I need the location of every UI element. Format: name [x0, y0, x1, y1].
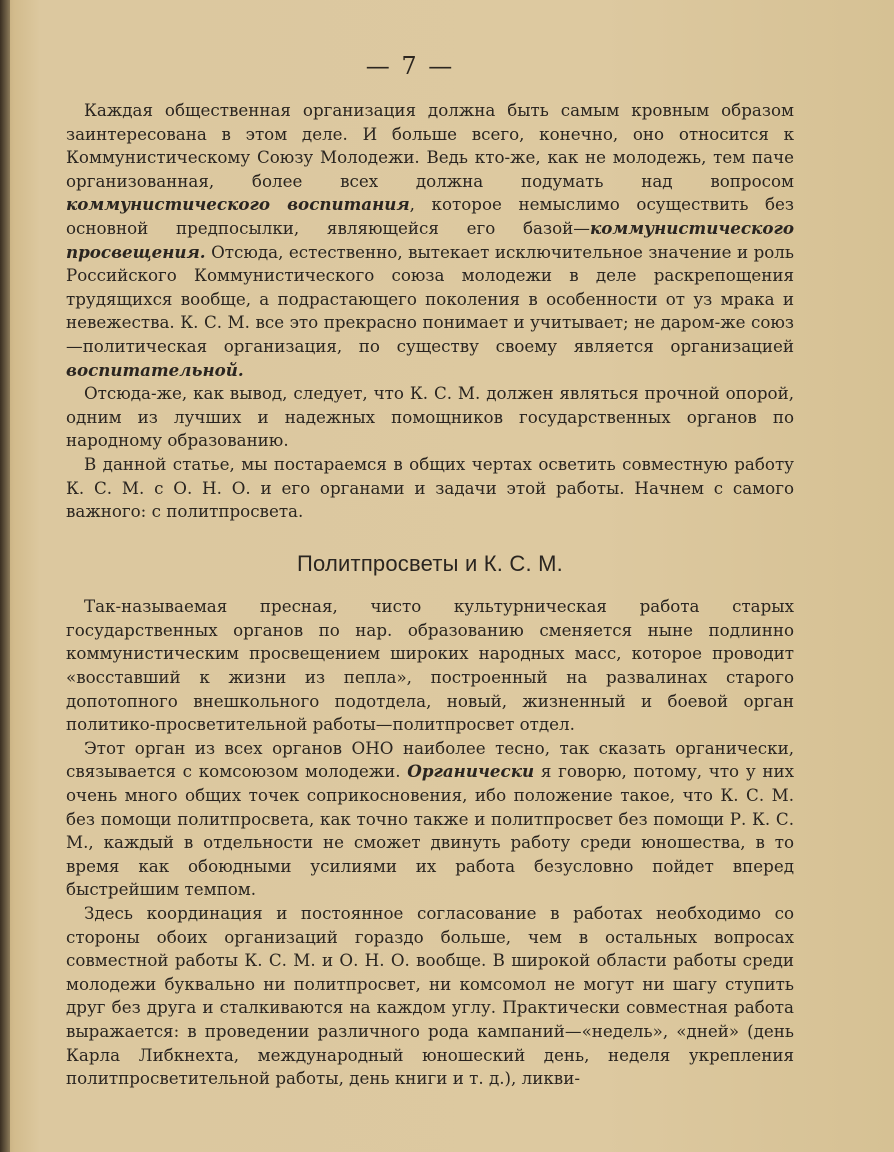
- section-heading: Политпросветы и К. С. М.: [297, 550, 563, 576]
- emphasis-text: коммунистического просвещения.: [66, 217, 794, 262]
- text-run: Отсюда, естественно, вытекает исключительное значение и роль Российского Коммунистического союза молодежи в деле раскрепощения трудящихся вообще, а подрастающего поколения в особенности от уз мрака и невежества. К. С. М. все это прекрасно понимает и учитывает; не даром-же союз—политическая организация, по существу своему является организацией: [66, 241, 794, 356]
- paragraph: Так-называемая пресная, чисто культурническая работа старых государственных органов по нар. образованию сменяется ныне подлинно коммунистическим просвещением широких народных масс, которое проводит «восставший к жизни из пепла», построенный на развалинах старого допотопного внешкольного подотдела, новый, жизненный и боевой орган политико-просветительной работы—политпросвет отдел.: [66, 596, 794, 735]
- body-text: [66, 99, 794, 1091]
- paragraph: [66, 737, 794, 902]
- text-run: я говорю, потому, что у них очень много общих точек соприкосновения, ибо положение такое, что К. С. М. без помощи политпросвета, как точно также и политпросвет без помощи Р. К. С. М., каждый в отдельности не сможет двинуть работу среди юношества, в то время как обоюдными усилиями их работа безусловно пойдет вперед быстрейшим темпом.: [66, 761, 794, 900]
- emphasis-text: коммунистического воспитания: [66, 194, 410, 215]
- text-run: , которое немыслимо осуществить без основной предпосылки, являющейся его базой—: [66, 194, 794, 238]
- book-spine-edge: [0, 0, 10, 1152]
- paragraph: В данной статье, мы постараемся в общих чертах осветить совместную работу К. С. М. с О. Н. О. и его органами и задачи этой работы. Начнем с самого важного: с политпросвета.: [66, 453, 794, 522]
- paragraph: Здесь координация и постоянное согласование в работах необходимо со стороны обоих организаций гораздо больше, чем в остальных вопросах совместной работы К. С. М. и О. Н. О. вообще. В широкой области работы среди молодежи буквально ни политпросвет, ни комсомол не могут ни шагу ступить друг без друга и сталкиваются на каждом углу. Практически совместная работа выражается: в проведении различного рода кампаний—«недель», «дней» (день Карла Либкнехта, международный юношеский день, неделя укрепления политпросветительной работы, день книги и т. д.), ликви-: [66, 903, 794, 1089]
- paragraph: Отсюда-же, как вывод, следует, что К. С. М. должен являться прочной опорой, одним из лучших и надежных помощников государственных органов по народному образованию.: [66, 383, 794, 451]
- paragraph: [66, 99, 794, 382]
- emphasis-text: воспитательной.: [66, 359, 244, 380]
- text-run: Каждая общественная организация должна быть самым кровным образом заинтересована в этом деле. И больше всего, конечно, оно относится к Коммунистическому Союзу Молодежи. Ведь кто-же, как не молодежь, тем паче организованная, более всех должна подумать над вопросом: [66, 100, 794, 191]
- emphasis-text: Органически: [407, 761, 535, 782]
- page-number: — 7 —: [365, 52, 455, 80]
- text-run: Этот орган из всех органов ОНО наиболее тесно, так сказать органически, связывается с комсоюзом молодежи.: [66, 737, 794, 782]
